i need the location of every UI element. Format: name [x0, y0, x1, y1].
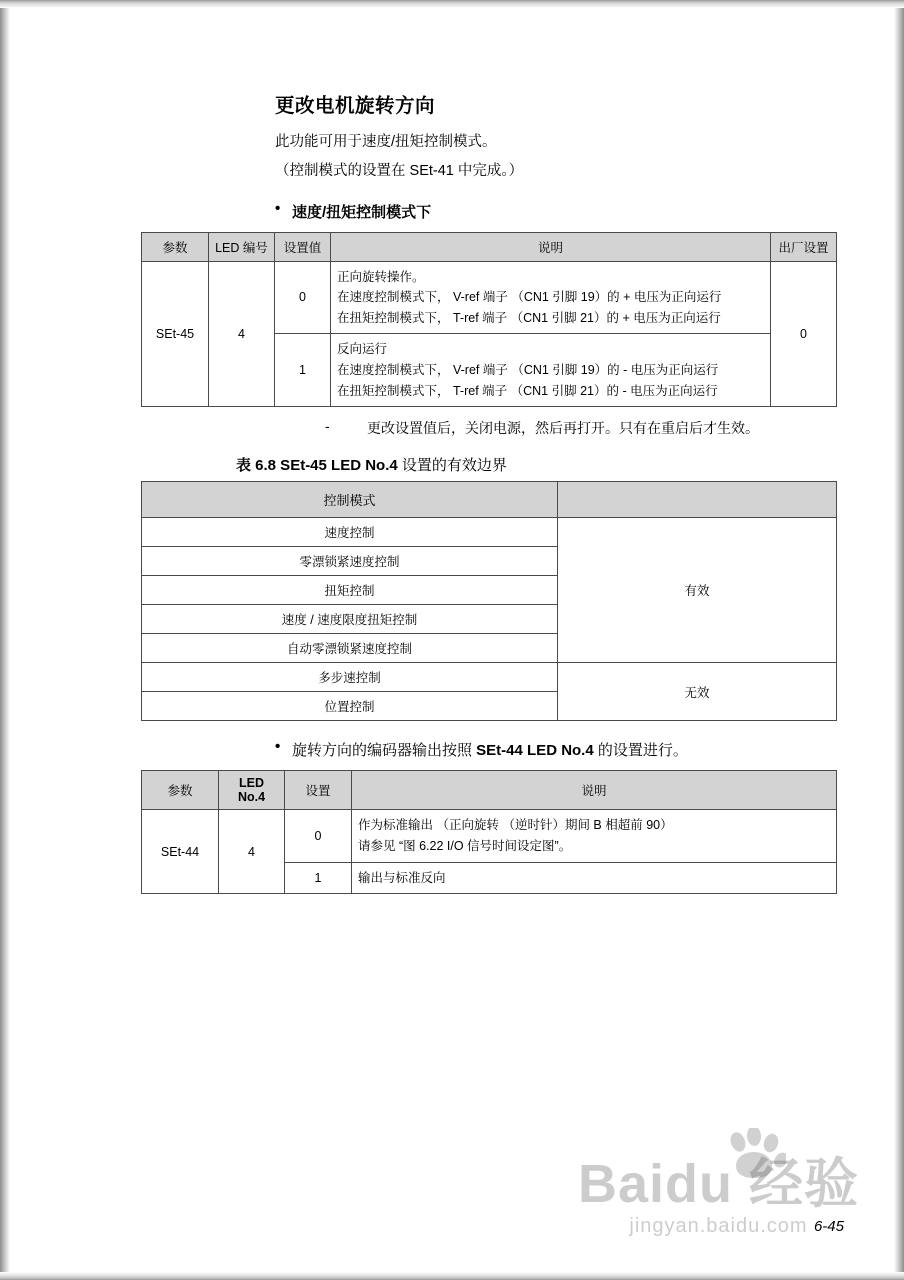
table-header-row	[142, 232, 837, 261]
col-header-param: 参数	[142, 232, 209, 261]
table-caption-6-8	[236, 454, 836, 475]
desc-line: 正向旋转操作。	[337, 269, 425, 284]
bullet-encoder-output	[275, 739, 836, 760]
col-header-control-mode: 控制模式	[142, 482, 558, 518]
table-row	[142, 810, 837, 862]
col-header-led-no-2: LED No.4	[219, 771, 285, 810]
cell-param-set45: SEt-45	[142, 261, 209, 407]
validity-table-control-modes	[141, 481, 837, 721]
bullet2-bold: SEt-44 LED No.4	[476, 742, 594, 760]
cell-description-1	[331, 334, 771, 407]
desc-line: 在速度控制模式下， V-ref 端子 （CN1 引脚 19）的 - 电压为正向运行	[337, 363, 719, 377]
cell-led-no: 4	[209, 261, 275, 407]
paw-print-icon	[726, 1128, 786, 1180]
cell-description-2-0	[352, 810, 837, 862]
watermark-sub-text: jingyan.baidu.com	[629, 1215, 808, 1237]
col-header-description-2: 说明	[352, 771, 837, 810]
bullet2-prefix: 旋转方向的编码器输出按照	[292, 742, 477, 760]
desc-line: 输出与标准反向	[358, 870, 446, 885]
table-row	[142, 663, 837, 692]
cell-setting-2-0: 0	[285, 810, 352, 862]
table-row	[142, 261, 837, 334]
desc-line: 反向运行	[337, 342, 388, 357]
cell-setting-2-1: 1	[285, 862, 352, 894]
page-edge-right	[894, 0, 904, 1280]
page-number: 6-45	[813, 1218, 844, 1235]
intro-line-2: （控制模式的设置在 SEt-41 中完成。）	[275, 162, 524, 179]
cell-param-set44: SEt-44	[142, 810, 219, 894]
cell-description-2-1	[352, 862, 837, 894]
col-header-param-2: 参数	[142, 771, 219, 810]
desc-line: 作为标准输出 （正向旋转 （逆时针）期间 B 相超前 90）	[358, 818, 673, 833]
cell-validity-invalid: 无效	[558, 663, 837, 721]
desc-line: 在扭矩控制模式下， T-ref 端子 （CN1 引脚 21）的 + 电压为正向运行	[337, 310, 721, 325]
page-edge-left	[0, 0, 10, 1280]
table-header-row	[142, 771, 837, 810]
cell-description-0	[331, 261, 771, 334]
cell-mode-multi-step-speed: 多步速控制	[142, 663, 558, 692]
table-header-row	[142, 482, 837, 518]
intro-line-1: 此功能可用于速度/扭矩控制模式。	[275, 134, 497, 150]
cell-mode-torque-control: 扭矩控制	[142, 576, 558, 605]
col-header-led-no: LED 编号	[209, 232, 275, 261]
col-header-factory-setting: 出厂设置	[771, 232, 837, 261]
cell-led-no-2: 4	[219, 810, 285, 894]
cell-setting-value-0: 0	[275, 261, 331, 334]
caption-bold: 表 6.8 SEt-45 LED No.4	[236, 457, 398, 475]
parameter-table-set45	[141, 232, 837, 408]
col-header-description: 说明	[331, 232, 771, 261]
note-restart: - 更改设置值后，关闭电源，然后再打开。只有在重启后才生效。	[325, 418, 836, 438]
cell-mode-zero-clamp-speed: 零漂锁紧速度控制	[142, 547, 558, 576]
page-edge-top	[0, 0, 904, 8]
parameter-table-set44	[141, 770, 837, 894]
page-title: 更改电机旋转方向	[275, 95, 436, 117]
cell-setting-value-1: 1	[275, 334, 331, 407]
table-row	[142, 518, 837, 547]
cell-factory-default: 0	[771, 261, 837, 407]
desc-line: 请参见 “图 6.22 I/O 信号时间设定图”。	[358, 838, 572, 853]
cell-mode-speed-limited-torque: 速度 / 速度限度扭矩控制	[142, 605, 558, 634]
col-header-setting-value: 设置值	[275, 232, 331, 261]
col-header-setting-2: 设置	[285, 771, 352, 810]
cell-mode-position-control: 位置控制	[142, 692, 558, 721]
bullet2-suffix: 的设置进行。	[593, 742, 688, 760]
col-header-validity-blank	[558, 482, 837, 518]
page-content	[141, 90, 836, 894]
bullet-speed-torque-mode: • 速度/扭矩控制模式下	[275, 201, 836, 222]
cell-mode-auto-zero-clamp: 自动零漂锁紧速度控制	[142, 634, 558, 663]
cell-mode-speed-control: 速度控制	[142, 518, 558, 547]
cell-validity-valid: 有效	[558, 518, 837, 663]
caption-rest: 设置的有效边界	[397, 457, 507, 475]
page-edge-bottom	[0, 1272, 904, 1280]
watermark-main-text: Baidu 经验	[577, 1154, 859, 1214]
desc-line: 在扭矩控制模式下， T-ref 端子 （CN1 引脚 21）的 - 电压为正向运行	[337, 383, 718, 398]
desc-line: 在速度控制模式下， V-ref 端子 （CN1 引脚 19）的 + 电压为正向运行	[337, 290, 722, 305]
